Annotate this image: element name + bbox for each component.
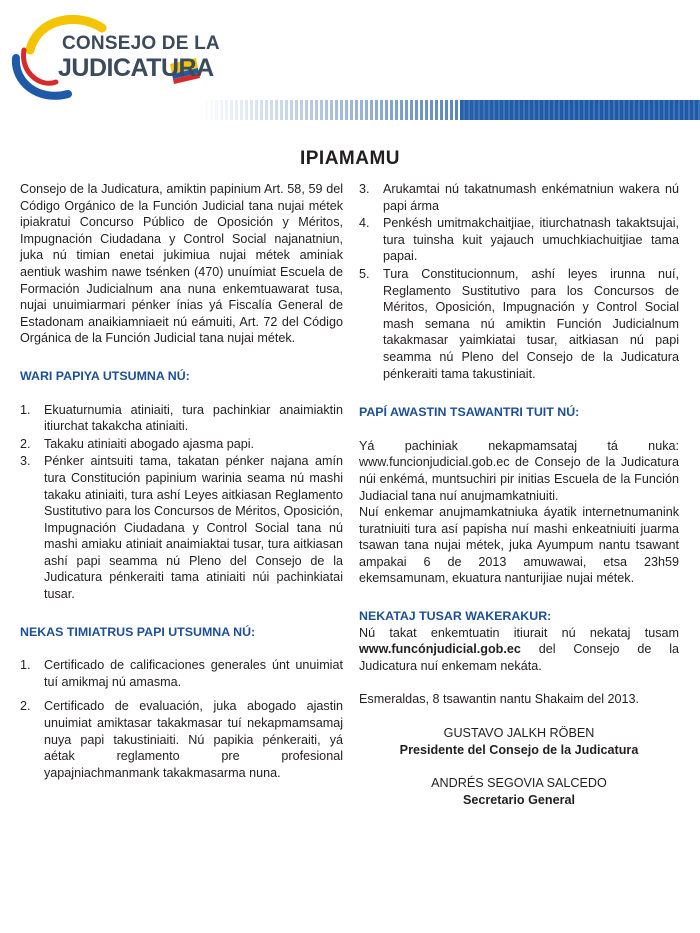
section2-list-continued [359, 181, 679, 382]
judicatura-logo [10, 10, 220, 100]
website-link[interactable]: www.funcónjudicial.gob.ec [359, 642, 521, 657]
header-solid-band [460, 100, 700, 120]
list-item: 3. Pénker aintsuiti tama, takatan pénker najana amín tura Constitución papinium warinia seama nú mashi takaku atiniaiti, tura ashí Leyes aitkiasan Reglamento Sustitutivo para los Concursos de Méritos, Oposición, Impugnación Ciudadana y Control Social tana nú mashi amiaku atiniait anaimiaktai tusar, tura aitkiasan ashí papi seamma nú Pleno del Consejo de la Judicatura pénkeraiti tama atiniaiti núi pachinkiatai tusar. [20, 454, 343, 602]
section1-list [20, 402, 343, 603]
list-item: 1. Certificado de calificaciones generales únt unuimiat tuí amikmaj nú amasma. [20, 658, 343, 689]
section4-paragraph: Nú takat enkemtuatin itiurait nú nekataj tusam www.funcónjudicial.gob.ec del Consejo de la Judicatura nuí enkemam nekáta. [359, 625, 679, 673]
list-item: 5. Tura Constitucionnum, ashí leyes irunna nuí, Reglamento Sustitutivo para los Concursos de Méritos, Oposición, Impugnación y Control Social mash semana nú amiktin Función Judicialnum takakmasar yaimkiatai tusar, aitkiasan nú papi seamma nú Pleno del Consejo de la Judicatura pénkeraiti tama takustiniait. [359, 266, 679, 381]
section1-heading: WARI PAPIYA UTSUMNA NÚ: [20, 368, 190, 383]
section2-list [20, 657, 343, 781]
date-line: Esmeraldas, 8 tsawantin nantu Shakaim del 2013. [359, 692, 640, 707]
logo-line2: JUDICATURA [58, 54, 214, 82]
intro-paragraph: Consejo de la Judicatura, amiktin papinium Art. 58, 59 del Código Orgánico de la Función Judicial tana nujai métek ipiakratui Concurso Público de Oposición y Méritos, Impugnación Ciudadana y Control Social najanatniun, juka nú timian enetai jukimiua nujai métek aminiak aentiuk washim nawe tsénken (470) unuímiat Escuela de Formación Judicialnum ana nuna enkemtuawarat tusa, nujai unuimiarmari pénker ínias yá Fiscalía General de Estadonam anaikiamniaeit nú eámuiti, Art. 72 del Código Orgánica de la Función Judicial tana nujai métek. [20, 182, 343, 346]
list-item: 4. Penkésh umitmakchaitjiae, itiurchatnash takaktsujai, tura tuinsha kuit yajauch umuchkiachuitjiae tama papai. [359, 216, 679, 264]
signature-role: Presidente del Consejo de la Judicatura [399, 742, 639, 757]
section2-heading: NEKAS TIMIATRUS PAPI UTSUMNA NÚ: [20, 624, 256, 639]
list-item: 2. Certificado de evaluación, juka abogado ajastin unuimiat amiktasar takakmasar tuí nekapmamsamaj nuya papi takustiniaiti. Nú papikia pénkeraiti, yá aétak reglamento pre profesional yapajniachmanmank takakmasarma nuna. [20, 699, 343, 780]
page-title: IPIAMAMU [299, 148, 401, 169]
section3-paragraph1: Yá pachiniak nekapmamsataj tá nuka: www.funcionjudicial.gob.ec de Consejo de la Judicatura núi enkémá, muntsuchiri pir initias Escuela de la Función Judiacial tana nuí anujmamkatniuiti. [359, 438, 679, 503]
section3-paragraph2: Nuí enkemar anujmamkatniuka áyatik internetnumanink turatniuiti tura así papisha nuí mashi enkeatniuiti juarma tsawan tana nujai métek, juka Ayumpum nantu tsawant ampakai 6 de 2013 amuwawai, etsa 23h59 ekemsamunam, ekuatura nanturijiae nujai métek. [359, 505, 679, 586]
list-item: 1. Ekuaturnumia atiniaiti, tura pachinkiar anaimiaktin itiurchat takakcha atiniaiti. [20, 402, 343, 434]
list-item: 3. Arukamtai nú takatnumash enkématniun wakera nú papi árma [359, 182, 679, 213]
signature-name: ANDRÉS SEGOVIA SALCEDO [431, 776, 607, 791]
right-column [359, 181, 679, 808]
logo-line1: CONSEJO DE LA [62, 33, 220, 54]
left-column [20, 181, 343, 781]
signature-name: GUSTAVO JALKH RÖBEN [443, 726, 595, 741]
signature-secretary [359, 775, 679, 808]
signature-president [359, 725, 679, 758]
section3-heading: PAPÍ AWASTIN TSAWANTRI TUIT NÚ: [359, 405, 580, 420]
list-item: 2. Takaku atiniaiti abogado ajasma papi. [20, 436, 255, 451]
signature-role: Secretario General [462, 792, 575, 807]
section4-heading: NEKATAJ TUSAR WAKERAKUR: [359, 609, 552, 624]
